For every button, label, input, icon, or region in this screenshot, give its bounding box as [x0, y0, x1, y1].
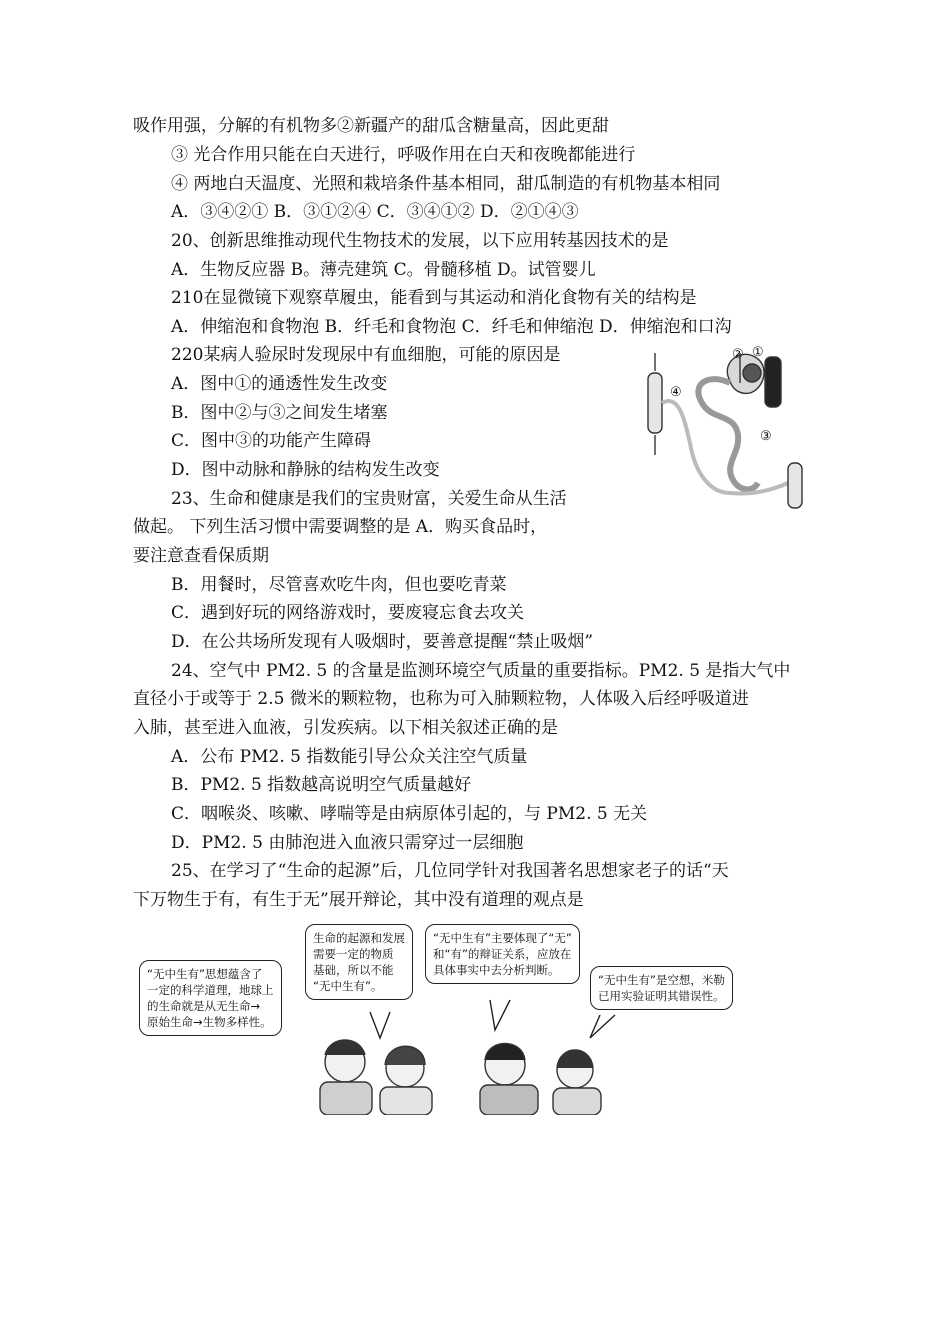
bubble-4-line-1: “无中生有”是空想，米勒 — [598, 973, 725, 987]
question-25-cont: 下万物生于有，有生于无”展开辩论，其中没有道理的观点是 — [133, 890, 584, 910]
speech-bubble-4 — [590, 966, 733, 1010]
question-24-option-a: A．公布 PM2. 5 指数能引导公众关注空气质量 — [171, 747, 528, 767]
question-21: 210在显微镜下观察草履虫，能看到与其运动和消化食物有关的结构是 — [171, 288, 697, 308]
question-23: 23、生命和健康是我们的宝贵财富，关爱生命从生活 — [171, 489, 567, 509]
question-22-option-d: D．图中动脉和静脉的结构发生改变 — [171, 460, 440, 480]
question-22-option-b: B．图中②与③之间发生堵塞 — [171, 403, 388, 423]
question-22-option-c: C．图中③的功能产生障碍 — [171, 431, 372, 451]
nephron-diagram — [640, 343, 815, 513]
question-24-option-c: C．咽喉炎、咳嗽、哮喘等是由病原体引起的，与 PM2. 5 无关 — [171, 804, 648, 824]
question-23-option-d: D．在公共场所发现有人吸烟时，要善意提醒“禁止吸烟” — [171, 632, 594, 652]
question-23-option-c: C．遇到好玩的网络游戏时，要废寝忘食去攻关 — [171, 603, 525, 623]
bubble-1-line-4: 原始生命→生物多样性。 — [147, 1015, 272, 1029]
bubble-2-line-4: “无中生有”。 — [313, 979, 383, 993]
bubble-2-line-1: 生命的起源和发展 — [313, 931, 405, 945]
nephron-label-3: ③ — [760, 429, 772, 444]
bubble-1-line-3: 的生命就是从无生命→ — [147, 999, 261, 1013]
question-23-option-b: B．用餐时，尽管喜欢吃牛肉，但也要吃青菜 — [171, 575, 507, 595]
debate-illustration — [135, 920, 765, 1115]
question-21-options: A．伸缩泡和食物泡 B．纤毛和食物泡 C．纤毛和伸缩泡 D．伸缩泡和口沟 — [171, 317, 732, 337]
question-22-option-a: A．图中①的通透性发生改变 — [171, 374, 388, 394]
bubble-4-line-2: 已用实验证明其错误性。 — [598, 989, 725, 1003]
nephron-drawing — [640, 343, 815, 513]
bubble-2-line-2: 需要一定的物质 — [313, 947, 394, 961]
bubble-1-line-2: 一定的科学道理，地球上 — [147, 983, 274, 997]
bubble-3-line-3: 具体事实中去分析判断。 — [433, 963, 560, 977]
nephron-label-2: ② — [732, 347, 744, 362]
question-23-option-a-cont: 要注意查看保质期 — [133, 546, 269, 566]
question-24-cont-2: 入肺，甚至进入血液，引发疾病。以下相关叙述正确的是 — [133, 718, 558, 738]
question-23-cont: 做起。 下列生活习惯中需要调整的是 A．购买食品时， — [133, 517, 548, 537]
question-24: 24、空气中 PM2. 5 的含量是监测环境空气质量的重要指标。PM2. 5 是指大气中 — [171, 661, 791, 681]
question-24-option-b: B．PM2. 5 指数越高说明空气质量越好 — [171, 775, 472, 795]
question-20-options: A．生物反应器 B。薄壳建筑 C。骨髓移植 D。试管婴儿 — [171, 260, 596, 280]
speech-bubble-1 — [139, 960, 282, 1036]
question-25: 25、在学习了“生命的起源”后，几位同学针对我国著名思想家老子的话“天 — [171, 861, 729, 881]
question-24-cont-1: 直径小于或等于 2.5 微米的颗粒物，也称为可入肺颗粒物，人体吸入后经呼吸道进 — [133, 689, 749, 709]
bubble-1-line-1: “无中生有”思想蕴含了 — [147, 967, 263, 981]
bubble-3-line-2: 和“有”的辩证关系，应放在 — [433, 947, 572, 961]
text-line-1: 吸作用强，分解的有机物多②新疆产的甜瓜含糖量高，因此更甜 — [133, 116, 609, 136]
question-20: 20、创新思维推动现代生物技术的发展，以下应用转基因技术的是 — [171, 231, 669, 251]
text-line-4: A．③④②① B．③①②④ C．③④①② D．②①④③ — [171, 202, 579, 222]
bubble-3-line-1: “无中生有”主要体现了“无” — [433, 931, 572, 945]
speech-bubble-2 — [305, 924, 413, 1000]
speech-bubble-3 — [425, 924, 580, 984]
text-line-3: ④ 两地白天温度、光照和栽培条件基本相同，甜瓜制造的有机物基本相同 — [171, 174, 721, 194]
nephron-label-1: ① — [752, 345, 764, 360]
nephron-label-4: ④ — [670, 385, 682, 400]
text-line-2: ③ 光合作用只能在白天进行，呼吸作用在白天和夜晚都能进行 — [171, 145, 636, 165]
bubble-2-line-3: 基础，所以不能 — [313, 963, 394, 977]
question-24-option-d: D．PM2. 5 由肺泡进入血液只需穿过一层细胞 — [171, 833, 524, 853]
question-22: 220某病人验尿时发现尿中有血细胞，可能的原因是 — [171, 345, 561, 365]
